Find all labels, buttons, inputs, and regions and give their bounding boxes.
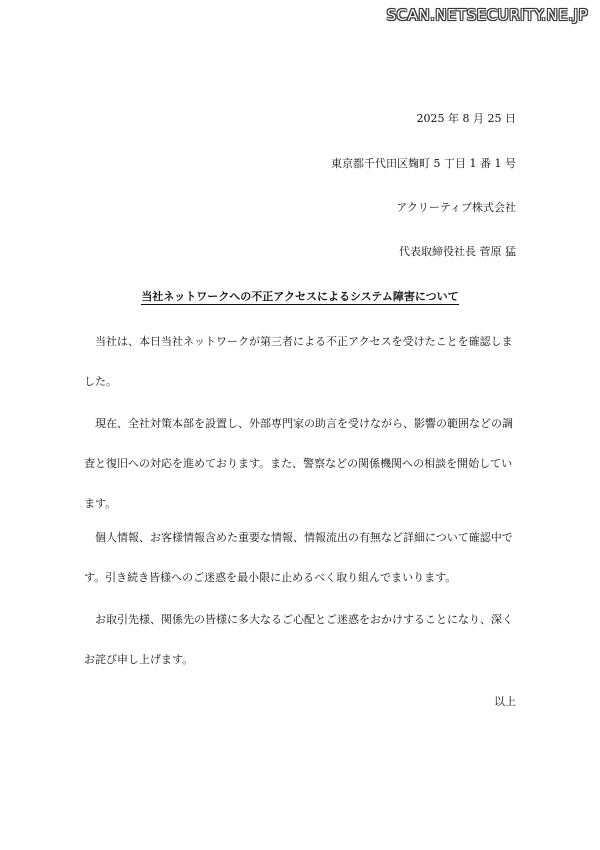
document-title-text: 当社ネットワークへの不正アクセスによるシステム障害について [141, 290, 459, 303]
signatory: 代表取締役社長 菅原 猛 [399, 245, 516, 258]
paragraph-3: 個人情報、お客様情報含めた重要な情報、情報流出の有無など詳細について確認中です。引き続き皆様へのご迷惑を最小限に止めるべく取り組んでまいります。 [84, 531, 513, 584]
company-name: アクリーティブ株式会社 [396, 201, 516, 214]
closing-remark: 以上 [494, 695, 516, 708]
paragraph-1: 当社は、本日当社ネットワークが第三者による不正アクセスを受けたことを確認しました。 [84, 335, 513, 388]
site-watermark: SCAN.NETSECURITY.NE.JP [386, 6, 588, 24]
document-date: 2025 年 8 月 25 日 [416, 112, 516, 125]
paragraph-4: お取引先様、関係先の皆様に多大なるご心配とご迷惑をおかけすることになり、深くお詫び申し上げます。 [84, 613, 513, 666]
paragraph-2: 現在、全社対策本部を設置し、外部専門家の助言を受けながら、影響の範囲などの調査と復旧への対応を進めております。また、警察などの関係機関への相談を開始しています。 [84, 417, 513, 510]
company-address: 東京都千代田区麹町 5 丁目 1 番 1 号 [331, 157, 516, 170]
document-title [0, 288, 600, 304]
